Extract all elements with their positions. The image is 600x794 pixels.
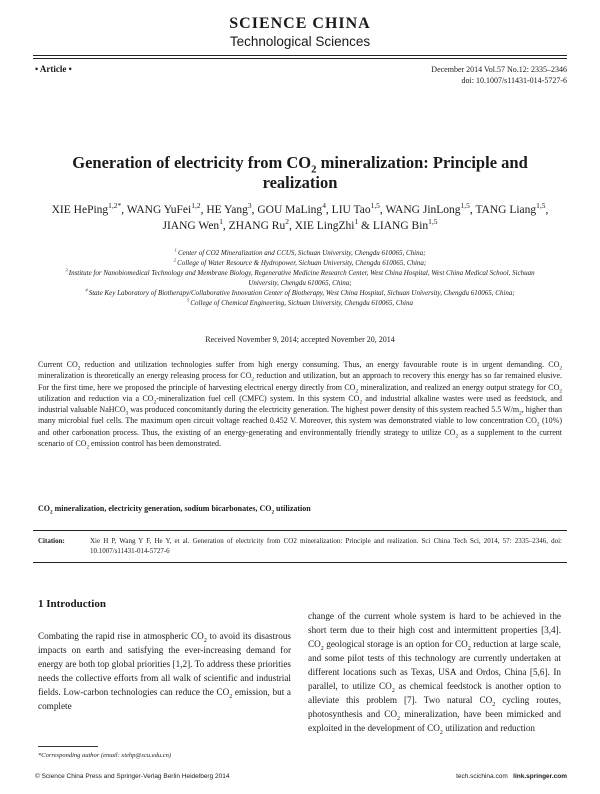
author-name: WANG YuFei bbox=[126, 204, 192, 216]
affiliation-text: Institute for Nanobiomedical Technology and Membrane Biology, Regenerative Medicine Research Center, West China Hospital, West China Medical School, Sichuan University, Chengdu 610065, China; bbox=[68, 269, 535, 287]
subscript: 2 bbox=[203, 637, 207, 644]
author-affiliation-marker: 1,5 bbox=[428, 217, 438, 227]
author bbox=[206, 201, 252, 216]
abstract: Current $CO_2$ reduction and utilization technologies suffer from high energy consuming. Thus, an energy favourable route is in urgent demanding. $CO_2$ mineralization is theoretically an energy releasing process for $CO_2$ reduction and utilization, but an approach to recovery this energy has so far remained elusive. For the first time, here we proposed the principle of harvesting electrical energy directly from $CO_2$ mineralization, and realized an energy output strategy for $CO_2$ utilization and reduction via a $CO_2$-mineralization fuel cell (CMFC) system. In this system $CO_2$ and industrial alkaline wastes were used as feedstock, and industrial valuable NaHCO$_3$ was produced concomitantly during the electricity generation. The highest power density of this system reached 5.5 $W/m_2$, higher than many microbial fuel cells. The maximum open circuit voltage reached 0.452 V. Moreover, this system was demonstrated viable to low concentration $CO_2$ (10%) and other carbonation process. Thus, the existing of an energy-generating and environmentally friendly strategy to utilize $CO_2$ as a supplement to the current scenario of $CO_2$ emission control has been demonstrated. bbox=[38, 360, 563, 451]
subscript: 2 bbox=[355, 388, 359, 395]
author bbox=[294, 217, 359, 232]
affiliation-text: College of Chemical Engineering, Sichuan University, Chengdu 610065, China bbox=[190, 299, 414, 307]
subscript: 2 bbox=[467, 645, 471, 652]
author-affiliation-marker: 3 bbox=[247, 201, 252, 211]
affiliation bbox=[60, 288, 540, 298]
author-name: XIE HePing bbox=[51, 204, 109, 216]
received-date: Received November 9, 2014; accepted November 20, 2014 bbox=[205, 335, 395, 344]
subscript: 2 bbox=[492, 701, 496, 708]
subscript: 2 bbox=[519, 410, 522, 417]
affiliation-text: State Key Laboratory of Biotherapy/Collaborative Innovation Center of Biotherapy, West China Hospital, Sichuan University, Chengdu 610065, China; bbox=[88, 289, 515, 297]
journal-site-link[interactable]: tech.scichina.com bbox=[456, 773, 508, 780]
author bbox=[385, 201, 470, 216]
author-name: WANG JinLong bbox=[385, 204, 461, 216]
header-rule-thick bbox=[33, 55, 567, 56]
author-affiliation-marker: 1,2 bbox=[191, 201, 201, 211]
author bbox=[475, 201, 546, 216]
footnote-rule bbox=[38, 746, 98, 747]
subscript: 2 bbox=[50, 509, 53, 516]
subscript: 2 bbox=[559, 388, 563, 395]
author-list: XIE HePing$^{1,2*}$, WANG YuFei$^{1,2}$, HE Yang$^3$, GOU MaLing$^4$, LIU Tao$^{1,5}$, WANG JinLong$^{1,5}$, TANG Liang$^{1,5}$, JIANG Wen$^1$, ZHANG Ru$^2$, XIE LingZhi$^1$ & LIANG Bin$^{1,5}$ bbox=[51, 201, 549, 232]
affiliation-list bbox=[60, 248, 540, 308]
subscript: 2 bbox=[455, 433, 459, 440]
affiliation-text: College of Water Resource & Hydropower, Sichuan University, Chengdu 610065, China; bbox=[177, 259, 427, 267]
corresponding-author-note: *Corresponding author (email: xiehp@scu.edu.cn) bbox=[38, 752, 172, 759]
issue-meta bbox=[431, 64, 567, 86]
subscript: 2 bbox=[439, 729, 443, 736]
author bbox=[228, 217, 289, 232]
subscript: 2 bbox=[397, 715, 401, 722]
affiliation bbox=[60, 248, 540, 258]
journal-subtitle: Technological Sciences bbox=[229, 34, 371, 49]
author bbox=[126, 201, 201, 216]
affiliation bbox=[60, 268, 540, 288]
subscript: 2 bbox=[536, 422, 540, 429]
title-part-1: Generation of electricity from CO bbox=[72, 153, 312, 172]
section-heading: 1 Introduction bbox=[38, 598, 106, 610]
header-rule-thin bbox=[33, 58, 567, 59]
author-affiliation-marker: 1 bbox=[219, 217, 223, 227]
author bbox=[372, 217, 438, 232]
affiliation-number: 5 bbox=[186, 297, 191, 303]
subscript: 2 bbox=[77, 365, 81, 372]
intro-left-column: Combating the rapid rise in atmospheric $CO_2$ to avoid its disastrous impacts on earth and satisfying the ever-increasing demand for energy are both top global priorities [1,2]. To address these priorities needs the collective efforts from all walk of scientific and industrial fields. Low-carbon technologies can reduce the $CO_2$ emission, but a complete bbox=[38, 631, 291, 711]
author-affiliation-marker: 1 bbox=[354, 217, 359, 227]
citation-rule-bottom bbox=[33, 562, 567, 563]
author-affiliation-marker: 1,5 bbox=[460, 201, 470, 211]
subscript: 2 bbox=[391, 687, 395, 694]
footer-links bbox=[456, 773, 567, 780]
issue-line: December 2014 Vol.57 No.12: 2335–2346 bbox=[431, 65, 567, 74]
subscript: 2 bbox=[271, 509, 275, 516]
subscript: 2 bbox=[320, 645, 324, 652]
affiliation bbox=[60, 298, 540, 308]
title-part-2: mineralization: Principle and realization bbox=[262, 153, 528, 192]
citation-text: Xie H P, Wang Y F, He Y, et al. Generation of electricity from CO2 mineralization: Principle and realization. Sci China Tech Sci, 2014, 57: 2335–2346, doi: 10.1007/s11431-014-5727-6 bbox=[90, 537, 562, 555]
subscript: 2 bbox=[153, 399, 157, 406]
author-name: LIU Tao bbox=[331, 204, 371, 216]
subscript: 2 bbox=[359, 399, 363, 406]
title-subscript: 2 bbox=[311, 163, 317, 176]
author bbox=[51, 201, 122, 216]
citation-rule-top bbox=[33, 530, 567, 531]
citation-label: Citation: bbox=[38, 537, 65, 545]
subscript: 2 bbox=[559, 365, 563, 372]
intro-right-column: change of the current whole system is hard to be achieved in the short term due to their high cost and intermittent properties [3,4]. $CO_2$ geological storage is an option for $CO_2$ reduction at large scale, and some pilot tests of this technology are currently undertaken at different locations such as Texas, USA and Ordos, China [5,6]. In parallel, to utilize $CO_2$ as chemical feedstock is another option to alleviate this problem [7]. Two natural $CO_2$ cycling routes, photosynthesis and $CO_2$ mineralization, have been mimicked and exploited in the development of $CO_2$ utilization and reduction bbox=[308, 611, 561, 736]
doi-line: doi: 10.1007/s11431-014-5727-6 bbox=[461, 76, 567, 85]
springer-link[interactable]: link.springer.com bbox=[513, 773, 567, 780]
copyright: © Science China Press and Springer-Verlag Berlin Heidelberg 2014 bbox=[35, 773, 230, 780]
author-name: JIANG Wen bbox=[162, 220, 220, 232]
affiliation bbox=[60, 258, 540, 268]
article-type-tag: • Article • bbox=[35, 64, 72, 74]
subscript: 2 bbox=[251, 376, 254, 383]
affiliation-number: 2 bbox=[173, 257, 178, 263]
author-name: HE Yang bbox=[206, 204, 248, 216]
author-name: LIANG Bin bbox=[372, 220, 429, 232]
author bbox=[162, 217, 223, 232]
author-name: ZHANG Ru bbox=[228, 220, 286, 232]
affiliation-text: Center of CO2 Mineralization and CCUS, Sichuan University, Chengdu 610065, China; bbox=[177, 249, 426, 257]
affiliation-number: 4 bbox=[85, 287, 89, 293]
author-name: GOU MaLing bbox=[257, 204, 323, 216]
author-affiliation-marker: 1,5 bbox=[536, 201, 546, 211]
affiliation-number: 3 bbox=[65, 267, 69, 273]
author-affiliation-marker: 4 bbox=[322, 201, 326, 211]
paper-title bbox=[40, 153, 560, 193]
subscript: 2 bbox=[229, 693, 233, 700]
author-affiliation-marker: 2 bbox=[285, 217, 289, 227]
author bbox=[331, 201, 380, 216]
author-name: XIE LingZhi bbox=[294, 220, 355, 232]
subscript: 2 bbox=[86, 444, 90, 451]
author-name: TANG Liang bbox=[475, 204, 537, 216]
author-affiliation-marker: 1,5 bbox=[370, 201, 380, 211]
journal-title: SCIENCE CHINA bbox=[229, 15, 371, 32]
keywords: $CO_2$ mineralization, electricity generation, sodium bicarbonates, $CO_2$ utilization bbox=[38, 504, 311, 516]
subscript: 3 bbox=[125, 410, 129, 417]
author bbox=[257, 201, 326, 216]
affiliation-number: 1 bbox=[174, 247, 178, 253]
author-affiliation-marker: 1,2* bbox=[108, 201, 122, 211]
